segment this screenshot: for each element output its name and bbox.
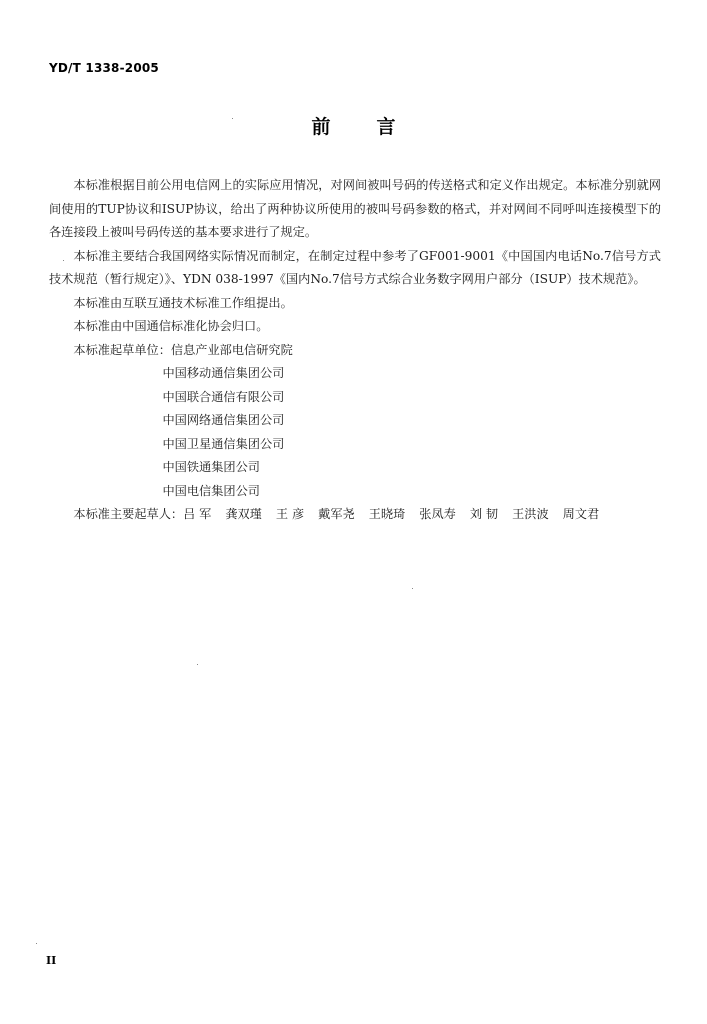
drafting-units-label: 本标准起草单位：: [73, 342, 171, 357]
drafter-name: 吕 军: [183, 507, 212, 521]
drafters-label: 本标准主要起草人：: [73, 507, 184, 521]
drafting-unit: 中国卫星通信集团公司: [162, 436, 285, 451]
paragraph-administrator: 本标准由中国通信标准化协会归口。: [73, 319, 269, 333]
drafter-name: 刘 韧: [469, 507, 499, 521]
scan-speck: [197, 664, 198, 665]
drafter-name: 戴军尧: [318, 507, 355, 521]
section-title: 前言: [311, 116, 442, 138]
scan-speck: [36, 943, 37, 944]
drafting-unit: 中国铁通集团公司: [162, 460, 260, 474]
drafting-unit: 中国电信集团公司: [162, 483, 260, 498]
body-text: [49, 174, 661, 527]
drafting-unit: 中国网络通信集团公司: [162, 413, 285, 427]
scan-speck: [232, 118, 233, 119]
document-code: YD/T 1338-2005: [49, 61, 159, 75]
page-number: II: [46, 954, 57, 967]
paragraph-proposer: 本标准由互联互通技术标准工作组提出。: [73, 295, 293, 310]
drafting-unit: 信息产业部电信研究院: [170, 342, 293, 357]
drafters: [49, 503, 661, 527]
paragraph-references: 本标准主要结合我国网络实际情况而制定，在制定过程中参考了GF001-9001《中国国内电话No.7信号方式技术规范（暂行规定）》、YDN 038-1997《国内No.7信号方式综合业务数字网用户部分（ISUP）技术规范》。: [49, 248, 661, 286]
drafting-units-list: [171, 339, 293, 363]
drafter-names: [183, 503, 599, 527]
scan-speck: [412, 588, 413, 589]
drafter-name: 王 彦: [275, 507, 305, 521]
drafter-name: 王晓琦: [368, 507, 406, 521]
drafting-units: [49, 339, 661, 363]
drafter-name: 龚双瑾: [225, 507, 262, 521]
drafter-name: 张凤寿: [419, 507, 456, 521]
drafting-units-list-continued: [49, 362, 661, 503]
drafter-name: 周文君: [562, 507, 600, 521]
scan-speck: [63, 260, 64, 261]
paragraph-scope: 本标准根据目前公用电信网上的实际应用情况，对网间被叫号码的传送格式和定义作出规定。本标准分别就网间使用的TUP协议和ISUP协议，给出了两种协议所使用的被叫号码参数的格式，并对网间不同呼叫连接模型下的各连接段上被叫号码传送的基本要求进行了规定。: [49, 178, 661, 239]
drafting-unit: 中国联合通信有限公司: [162, 389, 285, 404]
drafting-unit: 中国移动通信集团公司: [162, 366, 285, 380]
drafter-name: 王洪波: [512, 507, 549, 521]
